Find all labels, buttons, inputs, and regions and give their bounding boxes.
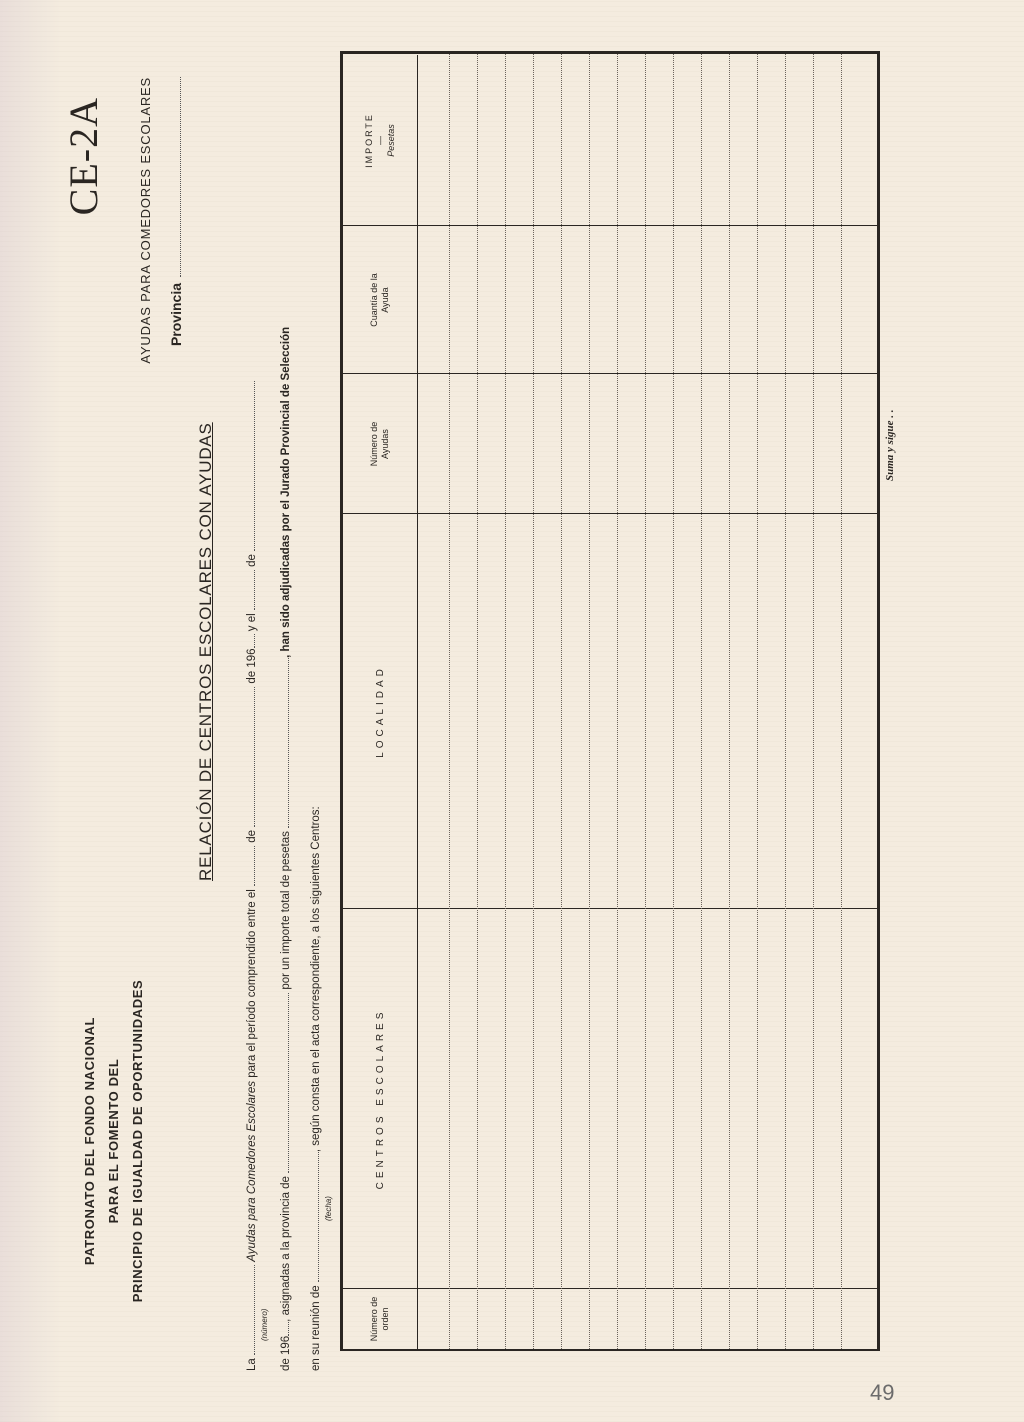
text-asignadas: , asignadas a la provincia de [280, 1176, 292, 1322]
org-line-2: PARA EL FOMENTO DEL [106, 1058, 121, 1224]
page-number: 49 [870, 1380, 895, 1405]
province-fill-line [180, 77, 181, 277]
table-rule-4 [533, 54, 534, 1349]
org-line-3: PRINCIPIO DE IGUALDAD DE OPORTUNIDADES [130, 979, 145, 1303]
table-rule-14 [813, 54, 814, 1349]
header-numero-ayudas: Número de Ayudas [343, 374, 418, 514]
text-adjudicadas: , han sido adjudicadas por el Jurado Provincial de Selección [280, 326, 292, 658]
fill-date [308, 1152, 319, 1282]
org-line-1: PATRONATO DEL FONDO NACIONAL [82, 1016, 97, 1266]
text-reunion: en su reunión de [310, 1285, 322, 1371]
suma-y-sigue: Suma y sigue . . [884, 409, 896, 481]
header-importe-title: IMPORTE [363, 113, 374, 168]
header-importe-unit: Pesetas [385, 124, 396, 157]
table-rule-2 [477, 54, 478, 1349]
fill-day-1 [244, 846, 255, 886]
col-numero-ayudas [343, 373, 877, 514]
header-importe [343, 55, 418, 226]
text-la: La [246, 1358, 258, 1371]
fill-month-2 [244, 381, 255, 551]
text-y-el: y el [246, 613, 258, 632]
header-localidad: LOCALIDAD [343, 514, 418, 909]
table-rule-15 [841, 54, 842, 1349]
centers-table [340, 51, 880, 1351]
fill-year-2 [278, 1322, 289, 1336]
header-cuantia: Cuantía de la Ayuda [343, 226, 418, 374]
table-rule-9 [673, 54, 674, 1349]
table-rule-1 [449, 54, 450, 1349]
document-title: RELACIÓN DE CENTROS ESCOLARES CON AYUDAS [196, 422, 215, 881]
form-code: CE-2A [61, 97, 106, 216]
col-centros [343, 908, 877, 1289]
fill-year-1 [244, 634, 255, 648]
fill-amount [278, 658, 289, 828]
table-rule-7 [617, 54, 618, 1349]
table-rule-8 [645, 54, 646, 1349]
body-line-2 [278, 327, 292, 1371]
text-de-2: de [246, 554, 258, 567]
table-rule-5 [561, 54, 562, 1349]
body-line-1 [244, 381, 258, 1371]
text-ayudas: Ayudas para Comedores Escolares [246, 1081, 258, 1262]
text-periodo: para el período comprendido entre el [246, 889, 258, 1078]
fill-month-1 [244, 687, 255, 827]
rotated-form [61, 41, 952, 1381]
col-orden [343, 1288, 877, 1349]
table-rule-12 [757, 54, 758, 1349]
fill-day-2 [244, 570, 255, 610]
col-localidad [343, 513, 877, 909]
text-segun-acta: , según consta en el acta correspondiente, a los siguientes Centros: [310, 806, 322, 1153]
fill-province [278, 993, 289, 1173]
note-fecha: (fecha) [324, 1196, 333, 1221]
col-cuantia [343, 225, 877, 374]
header-importe-dash: — [374, 136, 385, 145]
header-orden: Número de orden [343, 1289, 418, 1349]
table-rule-6 [589, 54, 590, 1349]
col-importe [343, 55, 877, 226]
table-rule-13 [785, 54, 786, 1349]
text-importe: por un importe total de pesetas [280, 831, 292, 990]
table-rule-10 [701, 54, 702, 1349]
table-rule-11 [729, 54, 730, 1349]
text-de196-1: de 196 [246, 648, 258, 684]
note-numero: (número) [260, 1308, 269, 1341]
province-label: Provincia [168, 283, 184, 347]
table-rule-3 [505, 54, 506, 1349]
organization-header [78, 911, 150, 1371]
program-title: AYUDAS PARA COMEDORES ESCOLARES [138, 77, 153, 364]
province-field [168, 77, 184, 346]
fill-number [244, 1265, 255, 1355]
text-de-1: de [246, 830, 258, 843]
body-line-3 [308, 806, 322, 1371]
header-centros: CENTROS ESCOLARES [343, 909, 418, 1289]
text-de196-2: de 196 [280, 1335, 292, 1371]
